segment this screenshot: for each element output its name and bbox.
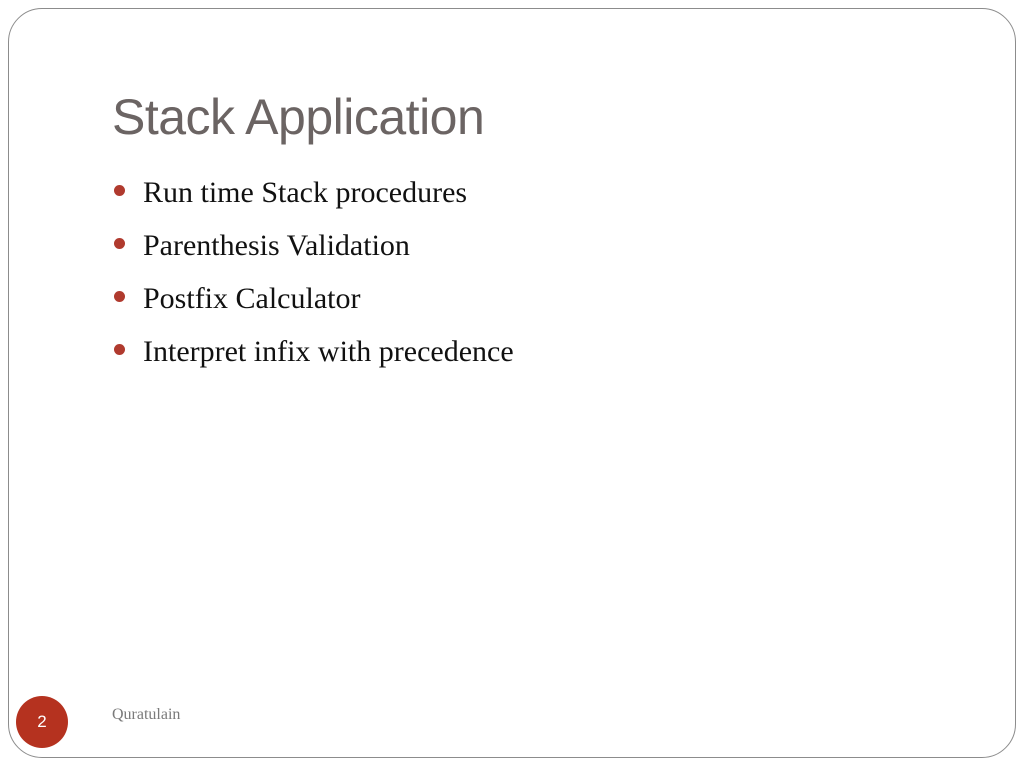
bullet-text: Parenthesis Validation	[143, 228, 410, 262]
bullet-list	[114, 166, 514, 378]
footer-author: Quratulain	[112, 706, 181, 723]
bullet-dot-icon	[114, 238, 125, 249]
bullet-text: Postfix Calculator	[143, 281, 361, 315]
page-number-badge	[16, 696, 68, 748]
bullet-dot-icon	[114, 185, 125, 196]
page-number: 2	[37, 712, 47, 731]
list-item	[114, 325, 514, 378]
bullet-text: Interpret infix with precedence	[143, 334, 514, 368]
bullet-text: Run time Stack procedures	[143, 175, 468, 209]
bullet-dot-icon	[114, 291, 125, 302]
bullet-dot-icon	[114, 344, 125, 355]
list-item	[114, 272, 514, 325]
list-item	[114, 219, 514, 272]
slide-title: Stack Application	[112, 89, 485, 145]
list-item	[114, 166, 514, 219]
